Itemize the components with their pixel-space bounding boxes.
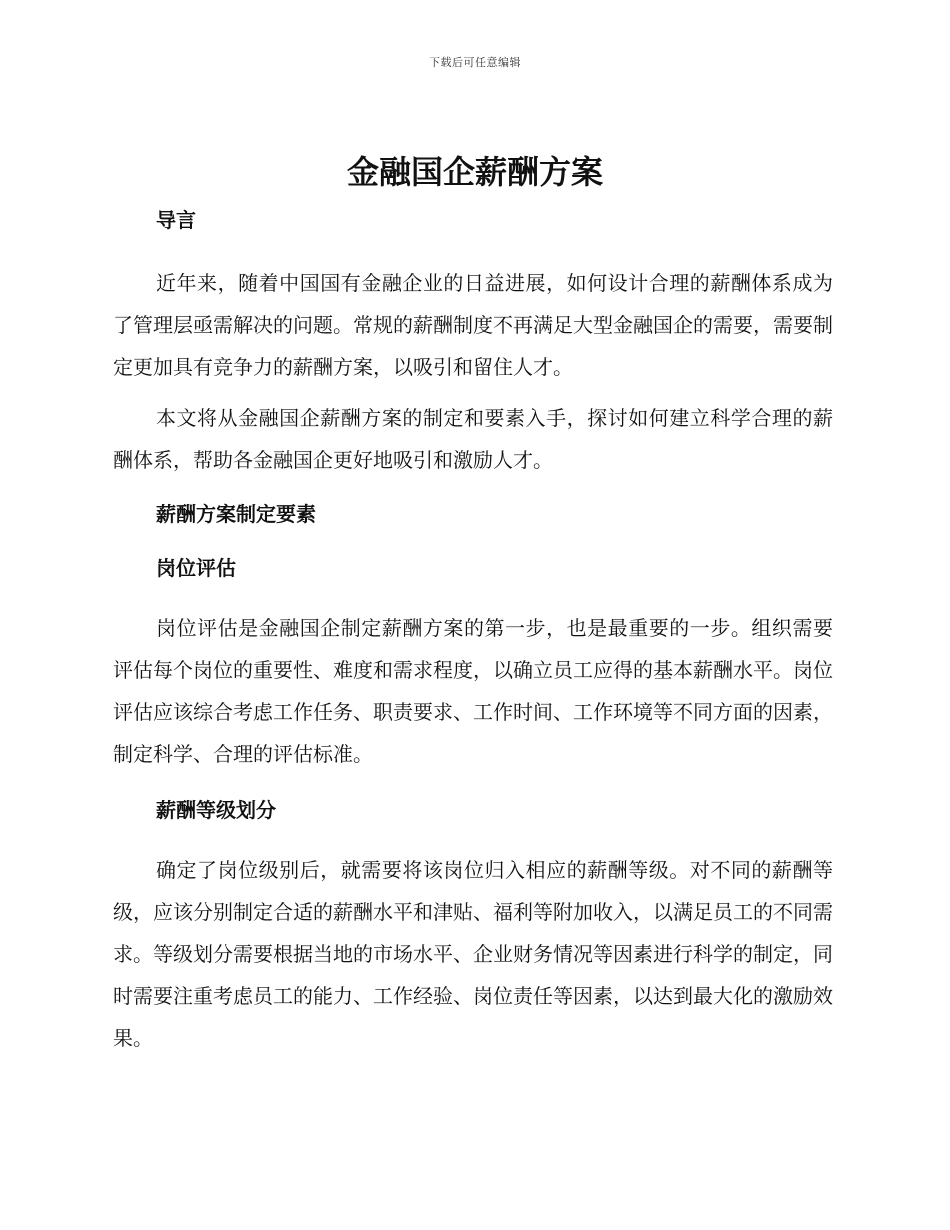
intro-paragraph-2: 本文将从金融国企薪酬方案的制定和要素入手，探讨如何建立科学合理的薪酬体系，帮助各金融国企更好地吸引和激励人才。: [113, 406, 833, 472]
job-evaluation-paragraph: 岗位评估是金融国企制定薪酬方案的第一步，也是最重要的一步。组织需要评估每个岗位的重要性、难度和需求程度，以确立员工应得的基本薪酬水平。岗位评估应该综合考虑工作任务、职责要求、工作时间、工作环境等不同方面的因素，制定科学、合理的评估标准。: [113, 616, 833, 766]
intro-paragraph-1: 近年来，随着中国国有金融企业的日益进展，如何设计合理的薪酬体系成为了管理层亟需解决的问题。常规的薪酬制度不再满足大型金融国企的需要，需要制定更加具有竞争力的薪酬方案，以吸引和留住人才。: [113, 271, 833, 379]
document-body: [113, 205, 833, 1059]
section-heading-intro: 导言: [156, 208, 196, 232]
section-heading-elements: 薪酬方案制定要素: [156, 502, 316, 526]
document-title: 金融国企薪酬方案: [346, 153, 603, 191]
section-heading-job-evaluation: 岗位评估: [156, 556, 236, 580]
section-heading-pay-grades: 薪酬等级划分: [156, 798, 276, 822]
header-note: 下载后可任意编辑: [429, 56, 521, 69]
pay-grades-paragraph: 确定了岗位级别后，就需要将该岗位归入相应的薪酬等级。对不同的薪酬等级，应该分别制定合适的薪酬水平和津贴、福利等附加收入，以满足员工的不同需求。等级划分需要根据当地的市场水平、企业财务情况等因素进行科学的制定，同时需要注重考虑员工的能力、工作经验、岗位责任等因素，以达到最大化的激励效果。: [113, 858, 833, 1050]
